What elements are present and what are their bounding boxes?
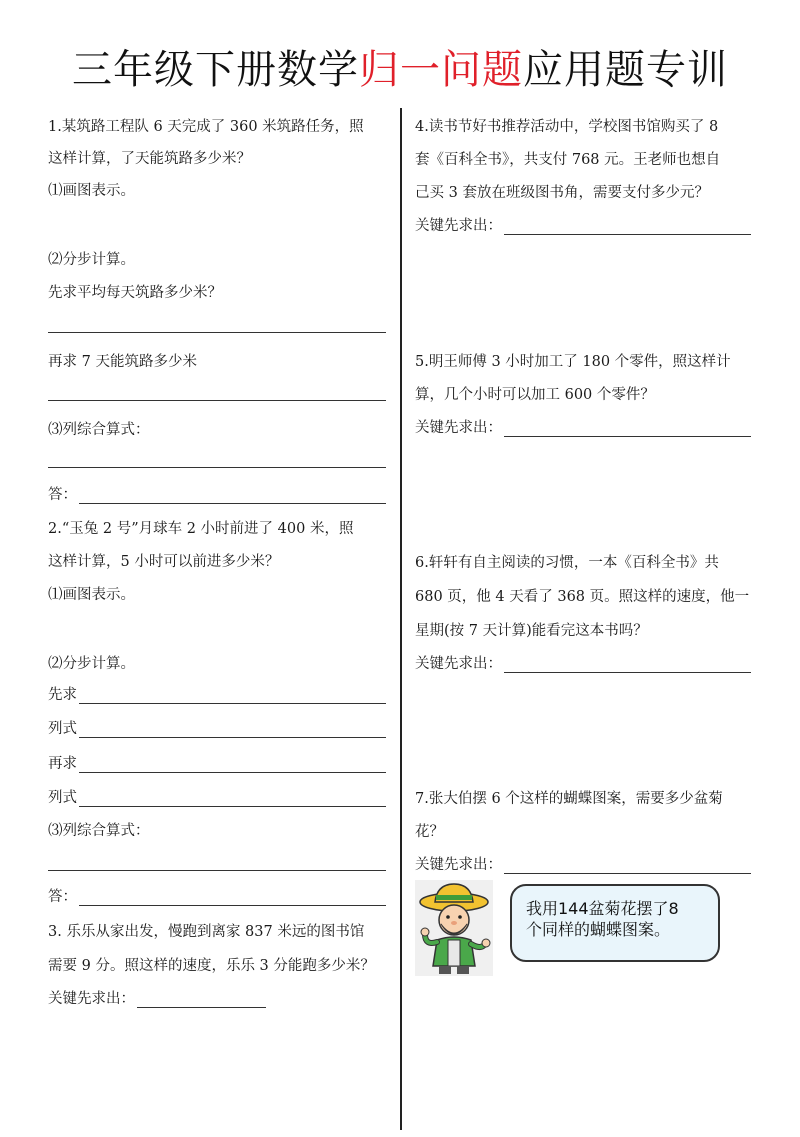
q5-text-line1: 5.明王师傅 3 小时加工了 180 个零件，照这样计 [415,354,731,370]
q7-key-field[interactable]: 关键先求出： [415,856,751,874]
q1-steps-label: ⑵分步计算。 [48,252,135,268]
q3-key-field[interactable]: 关键先求出： [48,990,266,1008]
q4-text-line2: 套《百科全书》，共支付 768 元。王老师也想自 [415,152,721,168]
q1-combined-label: ⑶列综合算式： [48,422,150,438]
farmer-icon [415,880,493,976]
q2-text-line2: 这样计算，5 小时可以前进多少米？ [48,554,280,570]
q1-step1-answer-line[interactable] [48,332,386,333]
q6-text-line3: 星期(按 7 天计算)能看完这本书吗？ [415,623,648,639]
q6-text-line1: 6.轩轩有自主阅读的习惯，一本《百科全书》共 [415,555,719,571]
q5-text-line2: 算，几个小时可以加工 600 个零件？ [415,387,655,403]
q2-then-field[interactable]: 再求 [48,755,386,773]
q5-key-field[interactable]: 关键先求出： [415,419,751,437]
q2-answer-label: 答： [48,889,77,905]
q2-draw-label: ⑴画图表示。 [48,587,135,603]
q7-text-line1: 7.张大伯摆 6 个这样的蝴蝶图案，需要多少盆菊 [415,791,723,807]
q2-combined-answer-line[interactable] [48,870,386,871]
q2-formula2-field[interactable]: 列式 [48,789,386,807]
q1-text-line2: 这样计算，了天能筑路多少米？ [48,151,251,167]
q3-text-line1: 3. 乐乐从家出发，慢跑到离家 837 米远的图书馆 [48,924,365,940]
q2-answer-field[interactable] [48,888,386,906]
q4-text-line3: 己买 3 套放在班级图书角，需要支付多少元？ [415,185,709,201]
q1-step1-label: 先求平均每天筑路多少米？ [48,285,222,301]
speech-bubble-line1: 我用144盆菊花摆了8 [526,899,679,918]
q1-text-line1: 1.某筑路工程队 6 天完成了 360 米筑路任务，照 [48,119,364,135]
q2-steps-label: ⑵分步计算。 [48,656,135,672]
q1-step2-label: 再求 7 天能筑路多少米 [48,354,197,370]
q1-answer-label: 答： [48,487,77,503]
q4-key-field[interactable]: 关键先求出： [415,217,751,235]
q1-combined-answer-line[interactable] [48,467,386,468]
speech-bubble-line2: 个同样的蝴蝶图案。 [526,920,671,939]
q6-text-line2: 680 页，他 4 天看了 368 页。照这样的速度，他一 [415,589,750,605]
q2-formula1-field[interactable]: 列式 [48,720,386,738]
column-divider [400,108,402,1130]
q7-text-line2: 花？ [415,824,444,840]
farmer-character-illustration [415,880,493,976]
q1-answer-field[interactable] [48,486,386,504]
page-title: 三年级下册数学归一问题应用题专训 [72,47,728,93]
q6-key-field[interactable]: 关键先求出： [415,655,751,673]
q3-text-line2: 需要 9 分。照这样的速度，乐乐 3 分能跑多少米？ [48,958,375,974]
q2-combined-label: ⑶列综合算式： [48,823,150,839]
q2-text-line1: 2.“玉兔 2 号”月球车 2 小时前进了 400 米，照 [48,521,354,537]
q1-draw-label: ⑴画图表示。 [48,183,135,199]
q4-text-line1: 4.读书节好书推荐活动中，学校图书馆购买了 8 [415,119,719,135]
speech-bubble [510,884,720,962]
q2-first-field[interactable]: 先求 [48,686,386,704]
q1-step2-answer-line[interactable] [48,400,386,401]
